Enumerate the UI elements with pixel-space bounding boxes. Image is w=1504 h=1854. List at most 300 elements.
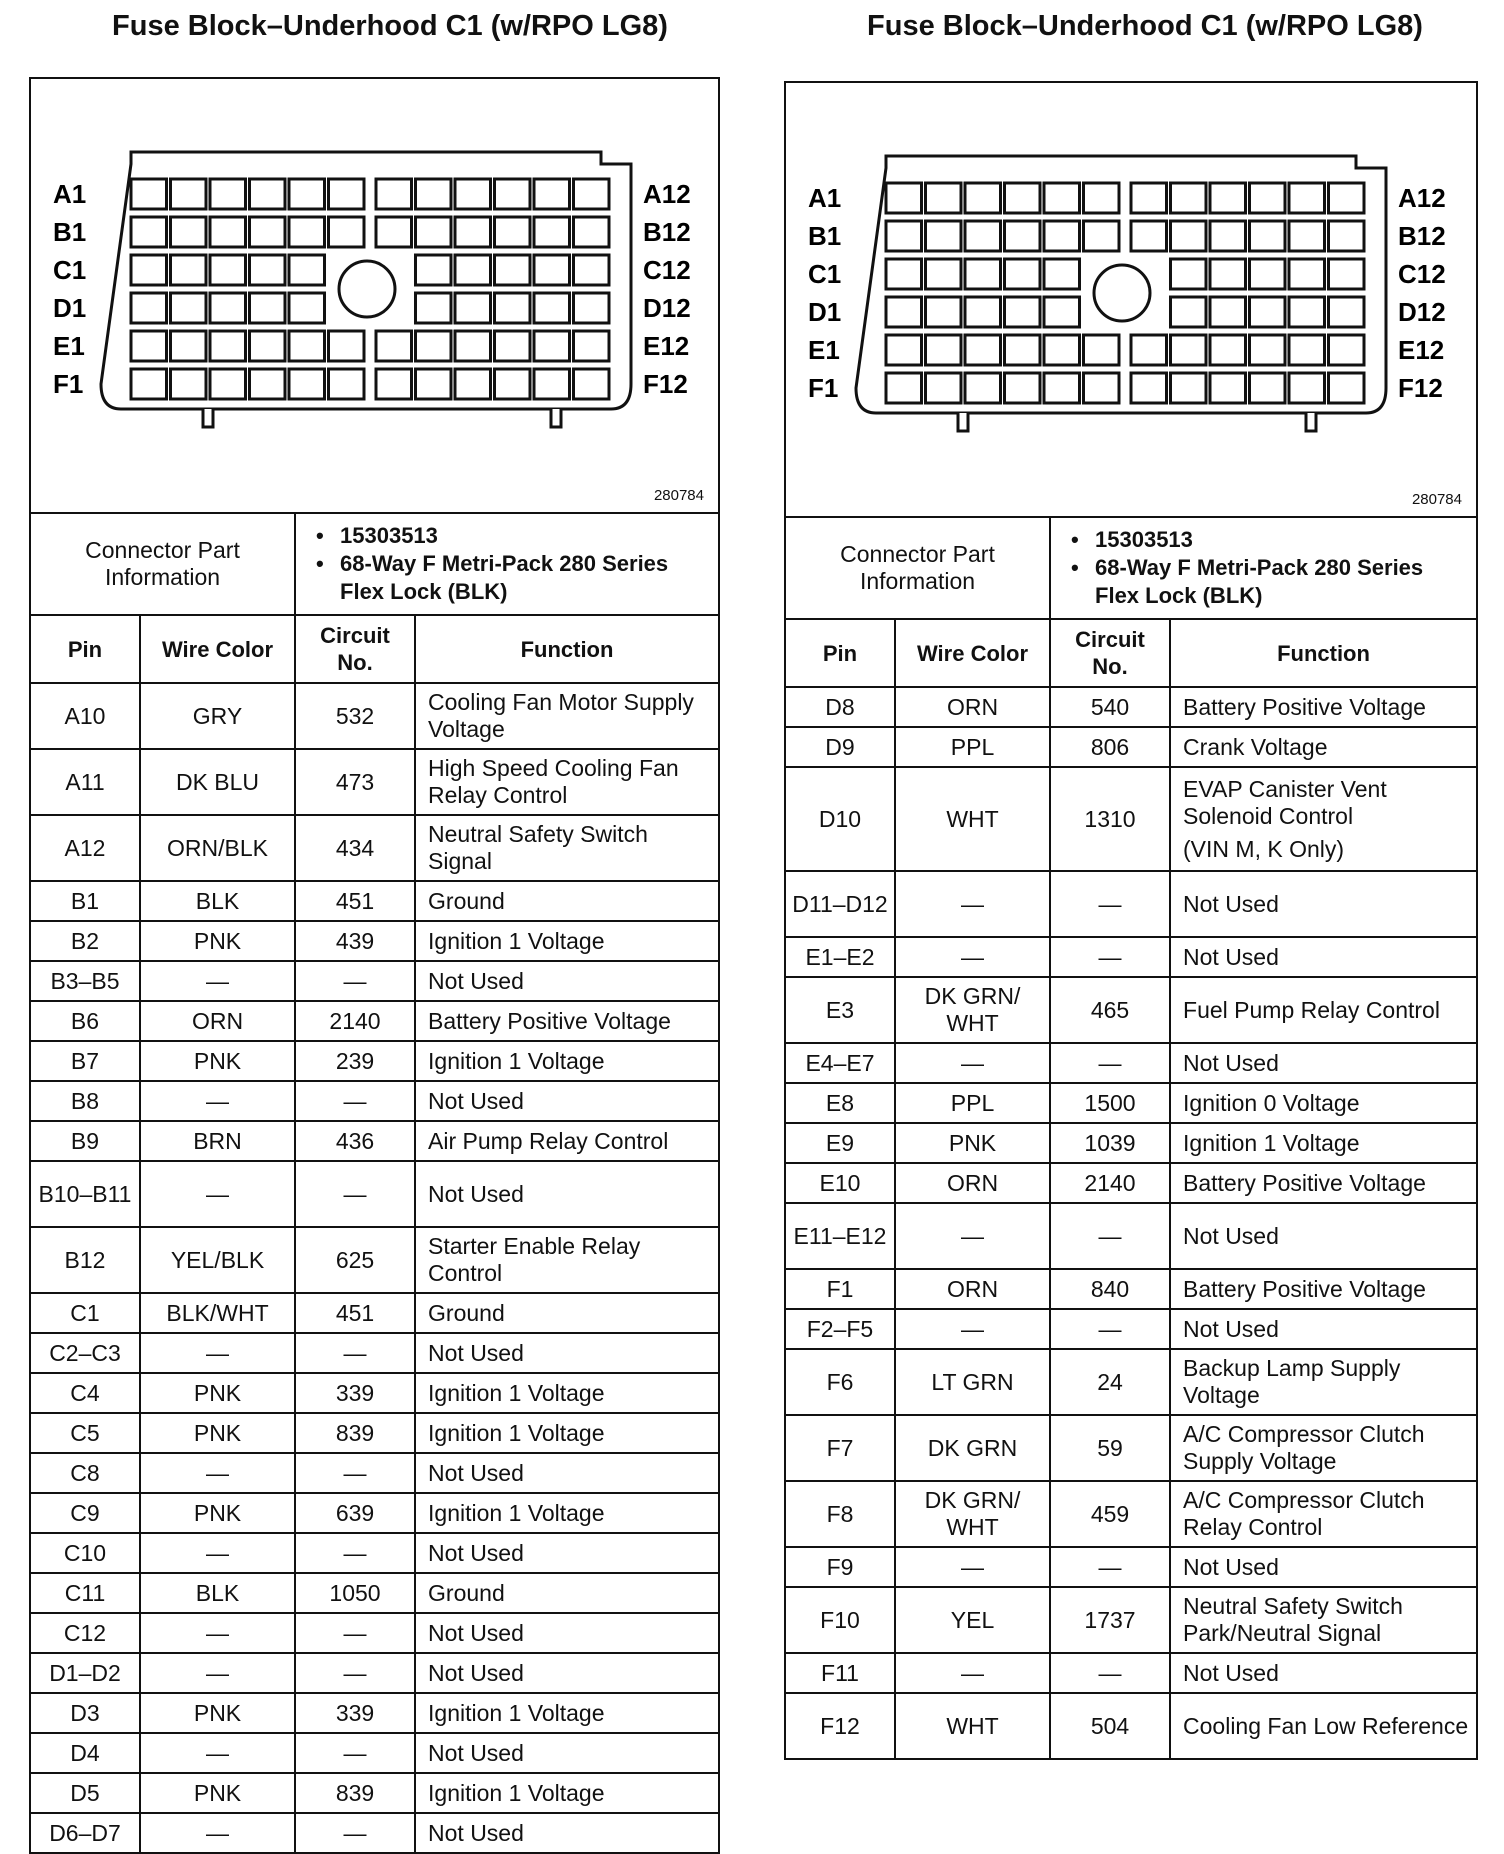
circuit-cell: 239 [295,1041,415,1081]
function-text: Battery Positive Voltage [1183,1275,1426,1302]
table-row [30,961,719,1001]
pin-cavity [1044,297,1080,327]
pin-cavity [171,179,207,209]
circuit-cell: 839 [295,1413,415,1453]
pin-cavity [376,179,412,209]
wire-color-cell: PNK [140,921,295,961]
circuit-cell: — [295,1813,415,1853]
circuit-cell: 840 [1050,1269,1170,1309]
pin-cavity [965,297,1001,327]
wire-color-cell: BLK [140,881,295,921]
pin-cavity [495,369,531,399]
table-row [785,1349,1477,1415]
pin-cavity [1005,259,1041,289]
connector-info-item: • 68-Way F Metri-Pack 280 Series Flex Lock (BLK) [1095,554,1470,610]
circuit-cell: — [295,1733,415,1773]
pin-cavity [495,255,531,285]
function-cell [415,1453,719,1493]
pin-cavity [289,217,325,247]
table-row [30,1773,719,1813]
circuit-cell: 504 [1050,1693,1170,1759]
row-label-left: F1 [53,369,84,399]
pin-cavity [534,217,570,247]
pin-cavity [965,259,1001,289]
pin-cell: B10–B11 [30,1161,140,1227]
function-text: Ignition 1 Voltage [428,1047,605,1074]
table-row [30,1613,719,1653]
pin-cavity [416,255,452,285]
function-text: Battery Positive Voltage [1183,1169,1426,1196]
wire-color-cell: — [140,961,295,1001]
table-row [785,1309,1477,1349]
pin-cavity [131,179,167,209]
function-text: Neutral Safety Switch Park/Neutral Signal [1183,1593,1403,1646]
connector-info-label: Connector Part Information [785,517,1050,619]
table-row [30,1533,719,1573]
pin-cell: B7 [30,1041,140,1081]
row-label-left: C1 [53,255,87,285]
function-cell [415,1293,719,1333]
pin-cavity [1289,373,1325,403]
wire-color-cell: PNK [895,1123,1050,1163]
pin-cavity [1044,221,1080,251]
function-text: Backup Lamp Supply Voltage [1183,1355,1401,1408]
pin-cell: F10 [785,1587,895,1653]
pin-cell: F6 [785,1349,895,1415]
pin-cavity [1329,335,1365,365]
pin-cell: C5 [30,1413,140,1453]
pin-cavity [1171,297,1207,327]
circuit-cell: — [1050,1309,1170,1349]
circuit-cell: 436 [295,1121,415,1161]
circuit-cell: — [1050,1547,1170,1587]
circuit-cell: 540 [1050,687,1170,727]
function-cell [415,1333,719,1373]
function-cell [415,1227,719,1293]
function-text: Ignition 1 Voltage [428,1699,605,1726]
connector-face-drawing [786,83,1476,518]
wire-color-cell: LT GRN [895,1349,1050,1415]
function-text: Ignition 1 Voltage [428,1779,605,1806]
pin-cell: B1 [30,881,140,921]
pin-cell: B3–B5 [30,961,140,1001]
pin-cavity [534,331,570,361]
pin-cavity [574,217,610,247]
polarization-key [339,261,395,317]
pin-cell: F8 [785,1481,895,1547]
pin-cavity [574,255,610,285]
pin-cavity [886,335,922,365]
row-label-left: C1 [808,259,842,289]
connector-diagram [784,81,1478,516]
circuit-cell: 1050 [295,1573,415,1613]
function-cell [415,1001,719,1041]
wire-color-cell: — [140,1081,295,1121]
function-cell [1170,1693,1477,1759]
function-text: EVAP Canister Vent Solenoid Control [1183,775,1387,829]
pin-cell: E4–E7 [785,1043,895,1083]
function-cell [1170,1309,1477,1349]
wire-color-cell: DK GRN/ WHT [895,977,1050,1043]
pin-cell: A10 [30,683,140,749]
function-cell [1170,871,1477,937]
wire-color-cell: YEL [895,1587,1050,1653]
pin-cell: D5 [30,1773,140,1813]
circuit-cell: — [1050,1653,1170,1693]
pin-cavity [965,183,1001,213]
function-text: Not Used [428,1087,524,1114]
table-row [30,881,719,921]
pin-cavity [965,335,1001,365]
pin-cavity [926,221,962,251]
row-label-left: A1 [808,183,842,213]
function-cell [415,1413,719,1453]
wire-color-cell: — [895,1043,1050,1083]
pin-cell: E10 [785,1163,895,1203]
circuit-cell: 465 [1050,977,1170,1043]
pin-cavity [455,217,491,247]
column-header-function: Function [415,615,719,683]
circuit-cell: 2140 [295,1001,415,1041]
table-row [30,683,719,749]
row-label-right: E12 [643,331,690,361]
circuit-cell: — [295,1333,415,1373]
function-text: High Speed Cooling Fan Relay Control [428,755,679,808]
pin-cavity [1084,373,1120,403]
pin-cavity [1250,373,1286,403]
wire-color-cell: — [895,1203,1050,1269]
pin-cavity [376,331,412,361]
pin-cavity [574,293,610,323]
pin-cell: C2–C3 [30,1333,140,1373]
function-text: Neutral Safety Switch Signal [428,821,648,874]
table-row [30,921,719,961]
column-header-circuit: Circuit No. [295,615,415,683]
pin-cavity [574,179,610,209]
function-note: (VIN M, K Only) [1183,835,1345,862]
pin-cavity [131,217,167,247]
pin-cavity [1171,373,1207,403]
pin-cavity [926,297,962,327]
pin-cell: F2–F5 [785,1309,895,1349]
function-cell [415,1161,719,1227]
function-cell [415,749,719,815]
row-label-right: D12 [1398,297,1446,327]
function-cell [1170,1163,1477,1203]
table-row [785,1587,1477,1653]
latch-tab [203,409,213,427]
table-row [785,1693,1477,1759]
pin-cavity [210,293,246,323]
circuit-cell: — [295,961,415,1001]
pin-cavity [1250,183,1286,213]
function-cell [415,815,719,881]
pin-cell: E8 [785,1083,895,1123]
pin-cavity [534,179,570,209]
wire-color-cell: PNK [140,1373,295,1413]
pin-cell: B6 [30,1001,140,1041]
pin-cell: C1 [30,1293,140,1333]
connector-info-row [785,517,1477,619]
pin-cell: E3 [785,977,895,1043]
table-row [30,1001,719,1041]
circuit-cell: 434 [295,815,415,881]
circuit-cell: — [295,1533,415,1573]
row-label-left: F1 [808,373,839,403]
pin-cavity [886,373,922,403]
pin-cavity [926,183,962,213]
pin-cavity [416,179,452,209]
function-cell [1170,1203,1477,1269]
wire-color-cell: BRN [140,1121,295,1161]
pin-cavity [1084,183,1120,213]
function-cell [1170,1043,1477,1083]
pin-cavity [210,217,246,247]
function-text: Not Used [428,1180,524,1207]
function-cell [415,1733,719,1773]
connector-info-label: Connector Part Information [30,513,295,615]
pin-cavity [574,331,610,361]
pin-cavity [965,221,1001,251]
function-cell [1170,937,1477,977]
pin-cavity [1250,259,1286,289]
wire-color-cell: WHT [895,767,1050,871]
pin-cavity [534,293,570,323]
pin-cell: C10 [30,1533,140,1573]
circuit-cell: 24 [1050,1349,1170,1415]
pin-cavity [1329,297,1365,327]
wire-color-cell: PNK [140,1041,295,1081]
wire-color-cell: — [140,1613,295,1653]
function-text: Crank Voltage [1183,733,1328,760]
function-cell [1170,1349,1477,1415]
pin-cavity [495,293,531,323]
function-text: Ignition 1 Voltage [428,1499,605,1526]
pin-cavity [1131,335,1167,365]
row-label-left: E1 [53,331,85,361]
row-label-left: B1 [808,221,842,251]
connector-diagram [29,77,720,512]
pin-cavity [250,217,286,247]
function-cell [1170,1587,1477,1653]
pin-cavity [1250,221,1286,251]
pin-cavity [171,331,207,361]
table-row [30,1813,719,1853]
wire-color-cell: DK GRN/ WHT [895,1481,1050,1547]
row-label-right: C12 [1398,259,1446,289]
pin-cell: F11 [785,1653,895,1693]
table-row [785,727,1477,767]
pin-cavity [574,369,610,399]
wire-color-cell: YEL/BLK [140,1227,295,1293]
pin-cavity [416,293,452,323]
circuit-cell: — [1050,1043,1170,1083]
table-row [785,1481,1477,1547]
pin-cavity [1171,183,1207,213]
connector-panel-right [784,81,1478,1760]
row-label-right: D12 [643,293,691,323]
pin-cavity [1171,259,1207,289]
circuit-cell: — [1050,1203,1170,1269]
pin-cell: F1 [785,1269,895,1309]
function-text: Battery Positive Voltage [428,1007,671,1034]
table-row [30,1121,719,1161]
function-text: Not Used [428,1619,524,1646]
table-row [785,767,1477,871]
circuit-cell: 451 [295,1293,415,1333]
pin-cavity [1044,183,1080,213]
circuit-cell: 625 [295,1227,415,1293]
pin-cavity [376,217,412,247]
pin-cavity [171,255,207,285]
wire-color-cell: — [140,1161,295,1227]
table-row [785,871,1477,937]
circuit-cell: — [295,1613,415,1653]
pin-cavity [1005,335,1041,365]
pin-cavity [926,373,962,403]
table-row [30,1293,719,1333]
function-cell [415,1533,719,1573]
pin-cell: E11–E12 [785,1203,895,1269]
latch-tab [1306,413,1316,431]
circuit-cell: — [295,1161,415,1227]
pin-cell: D11–D12 [785,871,895,937]
function-cell [1170,1415,1477,1481]
table-row [30,1653,719,1693]
circuit-cell: 1310 [1050,767,1170,871]
function-cell [415,921,719,961]
connector-info-values [295,513,719,615]
function-cell [415,881,719,921]
circuit-cell: 532 [295,683,415,749]
function-cell [415,1653,719,1693]
pin-cavity [1131,373,1167,403]
table-row [30,1453,719,1493]
table-row [785,1269,1477,1309]
function-text: Cooling Fan Motor Supply Voltage [428,689,694,742]
pin-cavity [1250,335,1286,365]
figure-id: 280784 [653,487,704,504]
row-label-right: A12 [1398,183,1446,213]
wire-color-cell: — [140,1453,295,1493]
wire-color-cell: — [895,937,1050,977]
pin-cavity [329,179,365,209]
table-row [785,1043,1477,1083]
function-text: Not Used [428,1339,524,1366]
function-cell [1170,1123,1477,1163]
pin-cavity [1210,259,1246,289]
connector-info-list [1057,522,1470,614]
column-header-function: Function [1170,619,1477,687]
pin-cell: D9 [785,727,895,767]
wire-color-cell: PNK [140,1773,295,1813]
wire-color-cell: ORN [895,1269,1050,1309]
table-row [30,1373,719,1413]
table-row [30,815,719,881]
pin-cell: F9 [785,1547,895,1587]
pin-cell: C4 [30,1373,140,1413]
pin-cavity [965,373,1001,403]
wire-color-cell: DK BLU [140,749,295,815]
row-label-right: F12 [643,369,688,399]
pin-cavity [1329,373,1365,403]
table-row [785,1203,1477,1269]
pin-cavity [495,217,531,247]
wire-color-cell: ORN [895,1163,1050,1203]
pin-cavity [416,331,452,361]
table-row [30,1161,719,1227]
pin-cell: E1–E2 [785,937,895,977]
function-cell [415,1493,719,1533]
wire-color-cell: PNK [140,1493,295,1533]
table-row [785,1083,1477,1123]
table-row [785,977,1477,1043]
pin-cell: D10 [785,767,895,871]
pin-cavity [886,221,922,251]
pinout-table [29,512,720,1854]
function-text: Ground [428,1579,505,1606]
circuit-cell: 339 [295,1373,415,1413]
pin-cavity [534,255,570,285]
pin-cell: C12 [30,1613,140,1653]
function-text: Not Used [1183,1222,1279,1249]
circuit-cell: 1737 [1050,1587,1170,1653]
function-cell [415,1693,719,1733]
function-text: Not Used [428,967,524,994]
wire-color-cell: — [140,1813,295,1853]
pin-cavity [210,255,246,285]
pin-cavity [131,331,167,361]
pin-cell: D4 [30,1733,140,1773]
pin-cavity [1044,259,1080,289]
pin-cavity [455,255,491,285]
pin-cavity [1289,221,1325,251]
circuit-cell: 451 [295,881,415,921]
function-text: Ignition 1 Voltage [1183,1129,1360,1156]
circuit-cell: 59 [1050,1415,1170,1481]
pin-cavity [886,183,922,213]
pin-cell: B2 [30,921,140,961]
pin-cavity [1289,183,1325,213]
function-text: Starter Enable Relay Control [428,1233,641,1286]
pin-cavity [1005,221,1041,251]
row-label-left: D1 [808,297,842,327]
connector-panel-left [29,77,720,1854]
function-cell [415,1613,719,1653]
function-cell [1170,767,1477,871]
pin-cavity [210,331,246,361]
pin-cavity [171,293,207,323]
pin-cavity [416,217,452,247]
pin-cavity [1084,221,1120,251]
function-text: Not Used [1183,1553,1279,1580]
function-cell [1170,977,1477,1043]
function-cell [415,683,719,749]
pin-cell: C8 [30,1453,140,1493]
function-cell [415,1121,719,1161]
pin-cell: A11 [30,749,140,815]
function-cell [1170,1653,1477,1693]
function-text: Ground [428,1299,505,1326]
table-row [785,1653,1477,1693]
pin-cavity [1171,221,1207,251]
pin-cavity [131,369,167,399]
pin-cell: C9 [30,1493,140,1533]
pin-cavity [131,293,167,323]
pin-cell: D1–D2 [30,1653,140,1693]
function-cell [415,1081,719,1121]
pin-cavity [1210,297,1246,327]
